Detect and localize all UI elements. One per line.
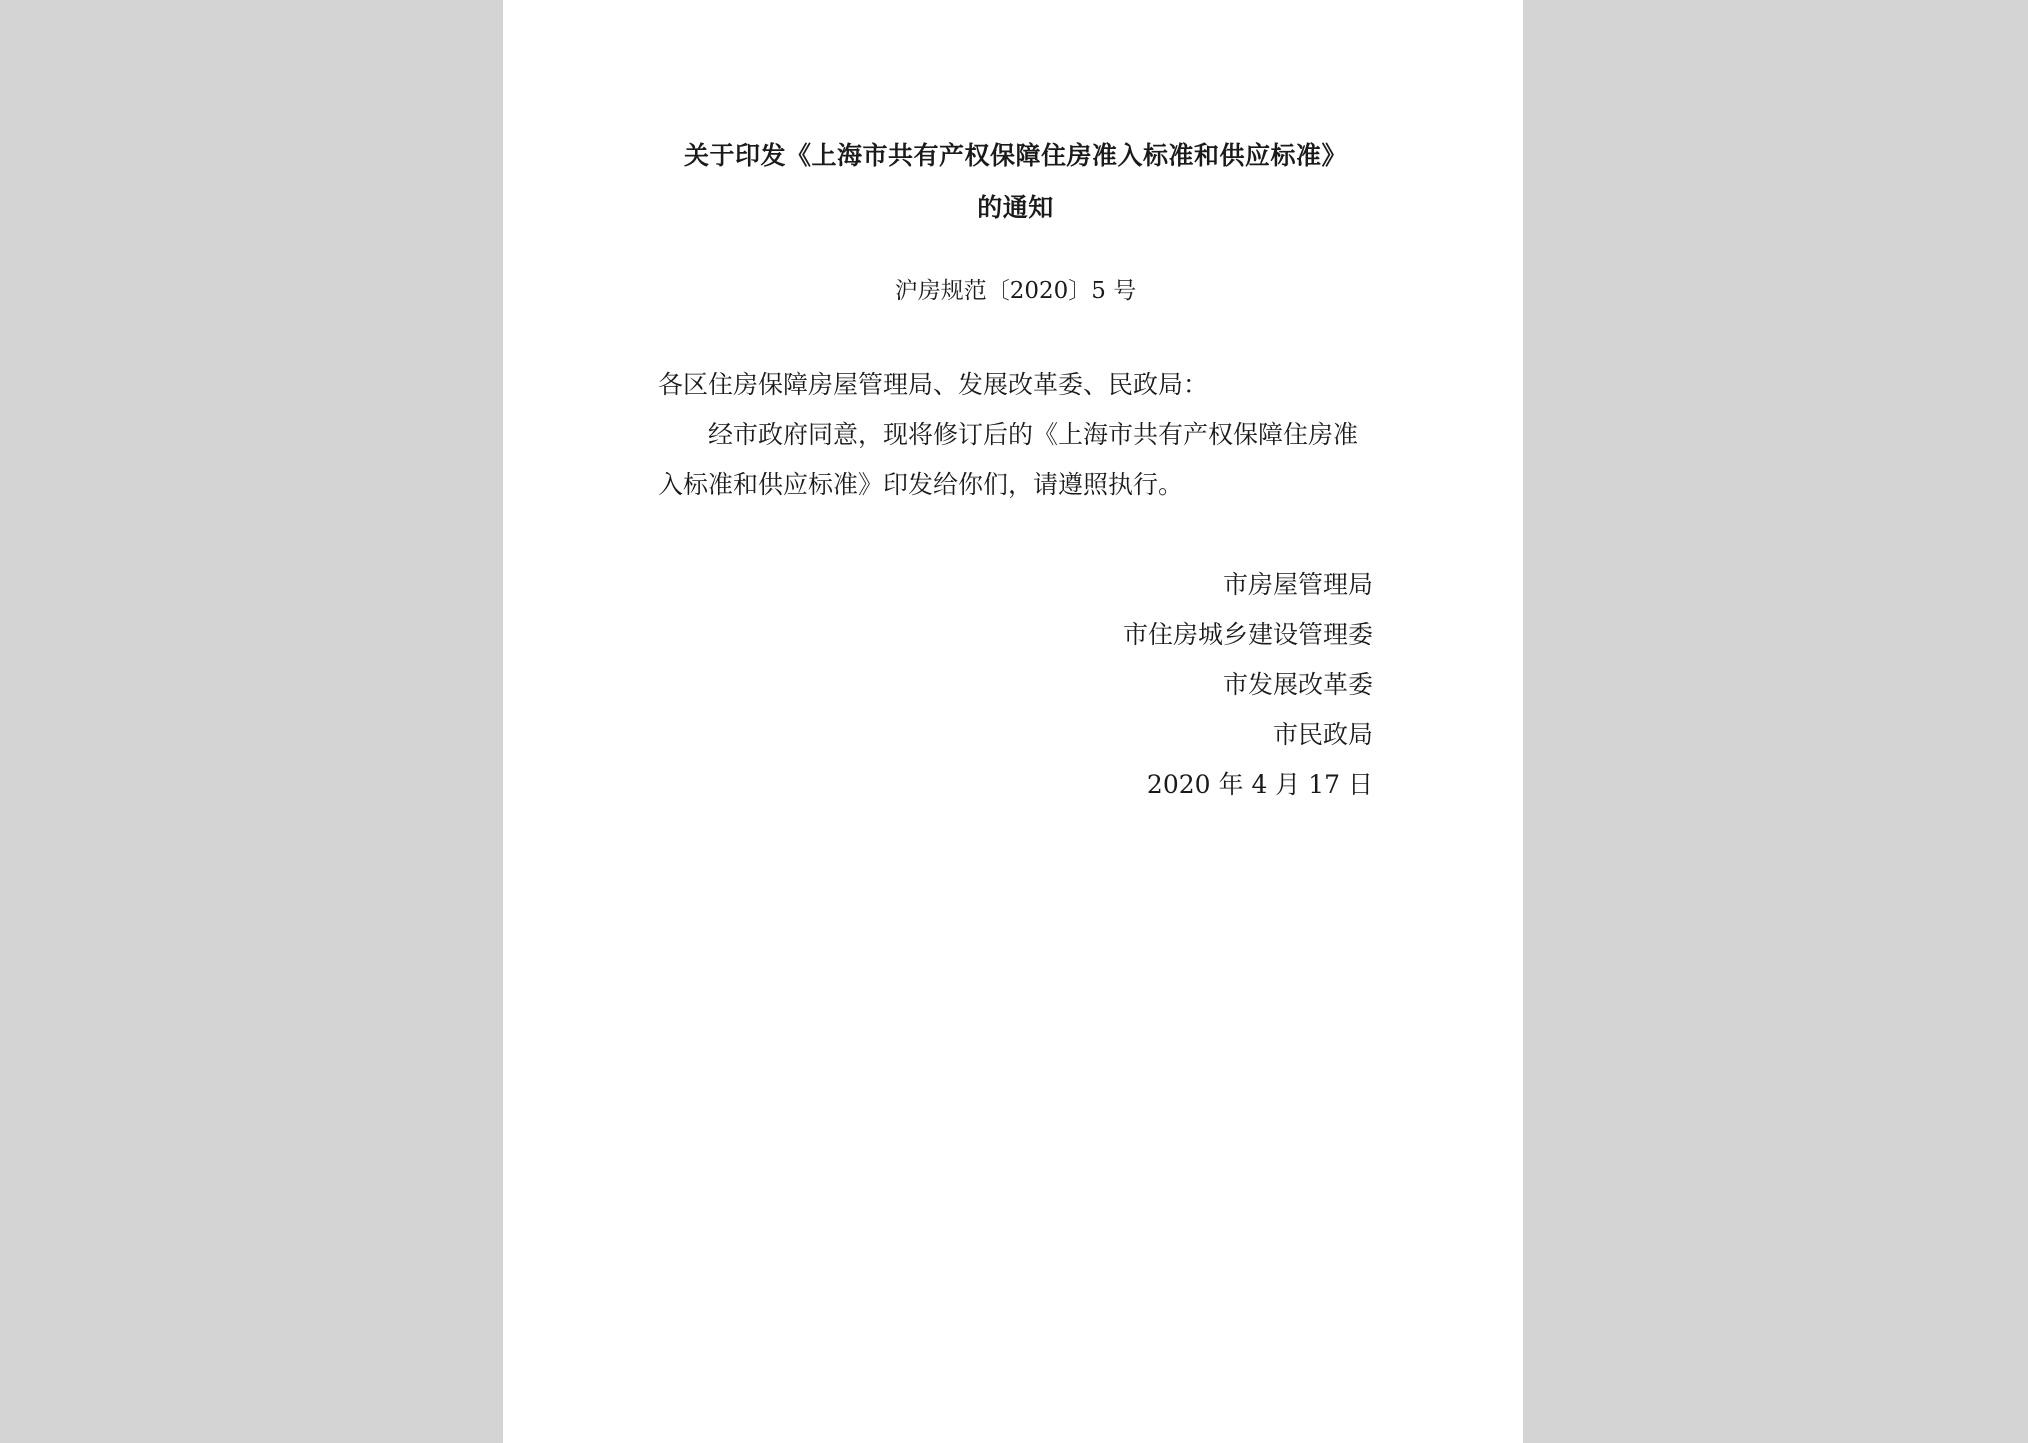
- title-line-1: 关于印发《上海市共有产权保障住房准入标准和供应标准》: [683, 141, 1347, 170]
- document-number: 沪房规范〔2020〕5 号: [894, 278, 1137, 304]
- document-title: [658, 130, 1373, 234]
- issue-date: 2020 年 4 月 17 日: [1146, 770, 1373, 799]
- signatory-4: 市民政局: [1272, 720, 1373, 749]
- title-line-2: 的通知: [977, 193, 1054, 222]
- signatory-2: 市住房城乡建设管理委: [1122, 620, 1373, 649]
- document-page: [503, 0, 1523, 1443]
- salutation: 各区住房保障房屋管理局、发展改革委、民政局：: [658, 370, 1209, 399]
- signatory-1: 市房屋管理局: [1222, 570, 1373, 599]
- signature-block: [658, 560, 1373, 810]
- document-content: [658, 130, 1373, 810]
- signatory-3: 市发展改革委: [1222, 670, 1373, 699]
- body-paragraph: 经市政府同意，现将修订后的《上海市共有产权保障住房准入标准和供应标准》印发给你们，请遵照执行。: [658, 420, 1359, 499]
